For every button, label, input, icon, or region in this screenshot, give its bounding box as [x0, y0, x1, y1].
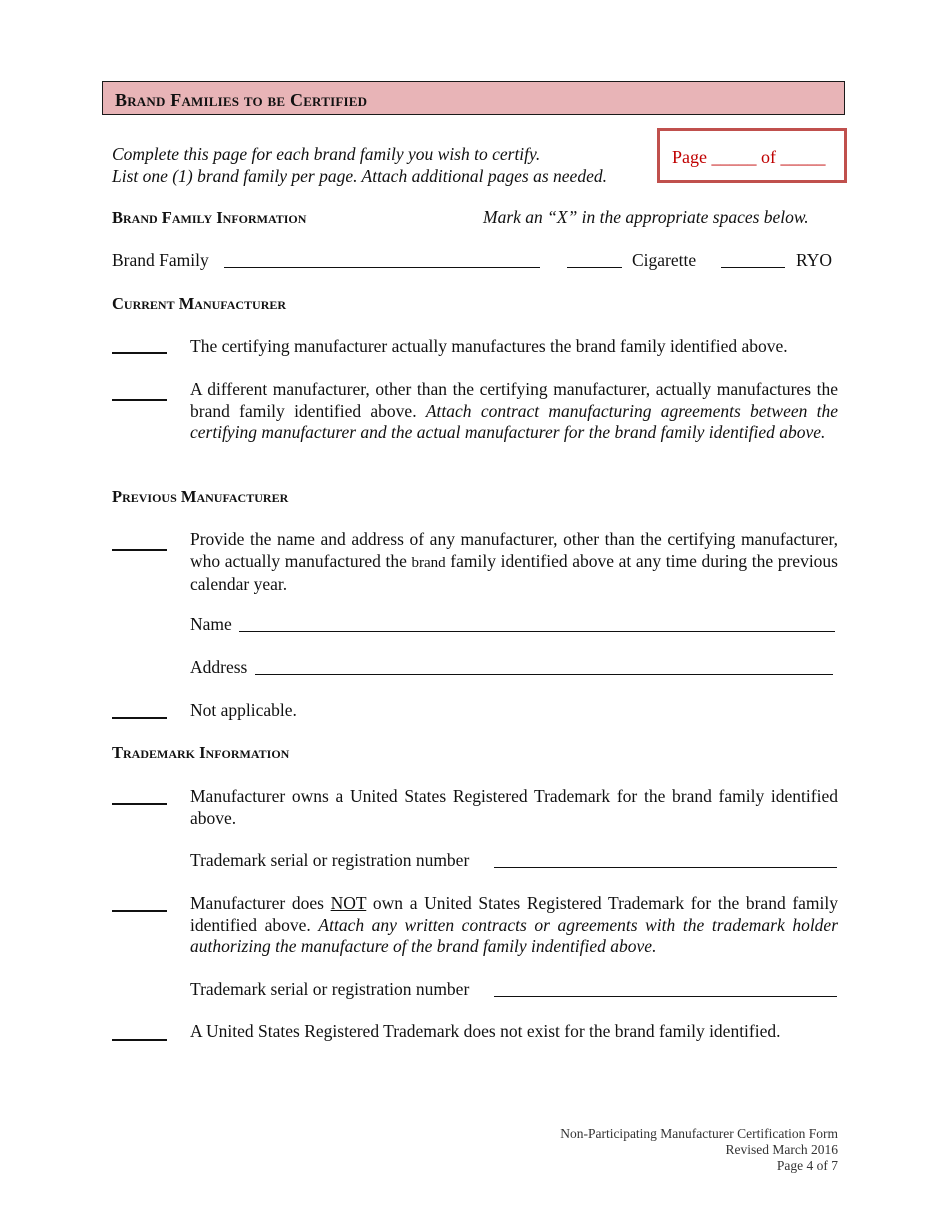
serial-label-1: Trademark serial or registration number — [190, 850, 470, 870]
intro-text — [112, 144, 652, 187]
trademark-option-2-pre: Manufacturer does — [190, 893, 324, 913]
trademark-option-3-text: A United States Registered Trademark does not exist for the brand family identified. — [190, 1021, 781, 1041]
trademark-option-2-text — [190, 893, 838, 958]
footer-page-number: Page 4 of 7 — [776, 1158, 838, 1173]
trademark-option-2-not: NOT — [330, 893, 367, 913]
previous-manufacturer-heading: Previous Manufacturer — [112, 487, 289, 506]
serial-field-1[interactable] — [494, 853, 837, 868]
trademark-option-2-checkbox[interactable] — [112, 910, 167, 912]
footer-form-name: Non-Participating Manufacturer Certification Form — [560, 1126, 838, 1141]
previous-option-2-checkbox[interactable] — [112, 717, 167, 719]
address-label: Address — [190, 657, 248, 677]
ryo-checkbox[interactable] — [721, 253, 785, 268]
previous-option-1-checkbox[interactable] — [112, 549, 167, 551]
current-option-2-instruction: Attach contract manufacturing agreements between the certifying manufacturer and the actual manufacturer for the brand family identified above. — [190, 400, 839, 442]
trademark-option-2-post: own a United States Registered Trademark for the brand family identified above. — [190, 893, 839, 935]
page-title: Brand Families to be Certified — [115, 90, 368, 110]
page-number-label: Page _____ of _____ — [672, 147, 826, 167]
serial-label-2: Trademark serial or registration number — [190, 979, 470, 999]
trademark-option-1-text: Manufacturer owns a United States Registered Trademark for the brand family identified above. — [190, 786, 838, 828]
current-option-2-checkbox[interactable] — [112, 399, 167, 401]
current-option-2-main: A different manufacturer, other than the certifying manufacturer, actually manufactures the brand family identified above. — [190, 379, 838, 421]
section-title-bar — [102, 81, 845, 115]
previous-option-1-part-b: family identified above at any time during the previous calendar year. — [190, 550, 838, 594]
brand-info-heading: Brand Family Information — [112, 208, 307, 227]
mark-instruction: Mark an “X” in the appropriate spaces below. — [483, 207, 809, 227]
name-label: Name — [190, 614, 232, 634]
current-option-1-checkbox[interactable] — [112, 352, 167, 354]
cigarette-label: Cigarette — [632, 250, 697, 270]
page-number-box[interactable] — [657, 128, 847, 183]
previous-option-1-brand-word: brand — [411, 554, 446, 571]
footer-revision: Revised March 2016 — [725, 1142, 838, 1157]
intro-line-2: List one (1) brand family per page. Attach additional pages as needed. — [112, 165, 607, 186]
trademark-option-3-checkbox[interactable] — [112, 1039, 167, 1041]
cigarette-checkbox[interactable] — [567, 253, 622, 268]
previous-option-2-text: Not applicable. — [190, 700, 297, 720]
trademark-option-1-checkbox[interactable] — [112, 803, 167, 805]
current-manufacturer-heading: Current Manufacturer — [112, 294, 287, 313]
intro-line-1: Complete this page for each brand family you wish to certify. — [112, 144, 541, 164]
previous-option-1-text — [190, 529, 838, 596]
trademark-option-2-instruction: Attach any written contracts or agreements with the trademark holder authorizing the manufacture of the brand family indentified above. — [190, 914, 839, 956]
current-option-2-text — [190, 379, 838, 444]
address-field[interactable] — [255, 660, 833, 675]
trademark-heading: Trademark Information — [112, 743, 290, 762]
serial-field-2[interactable] — [494, 982, 837, 997]
name-field[interactable] — [239, 617, 835, 632]
brand-family-row — [112, 250, 209, 272]
footer — [560, 1126, 838, 1174]
ryo-label: RYO — [796, 250, 832, 270]
previous-option-1-part-a: Provide the name and address of any manufacturer, other than the certifying manufacturer, who actually manufactured the — [190, 529, 838, 571]
current-option-1-text: The certifying manufacturer actually manufactures the brand family identified above. — [190, 336, 788, 356]
brand-family-label: Brand Family — [112, 250, 209, 270]
brand-family-field[interactable] — [224, 253, 540, 268]
